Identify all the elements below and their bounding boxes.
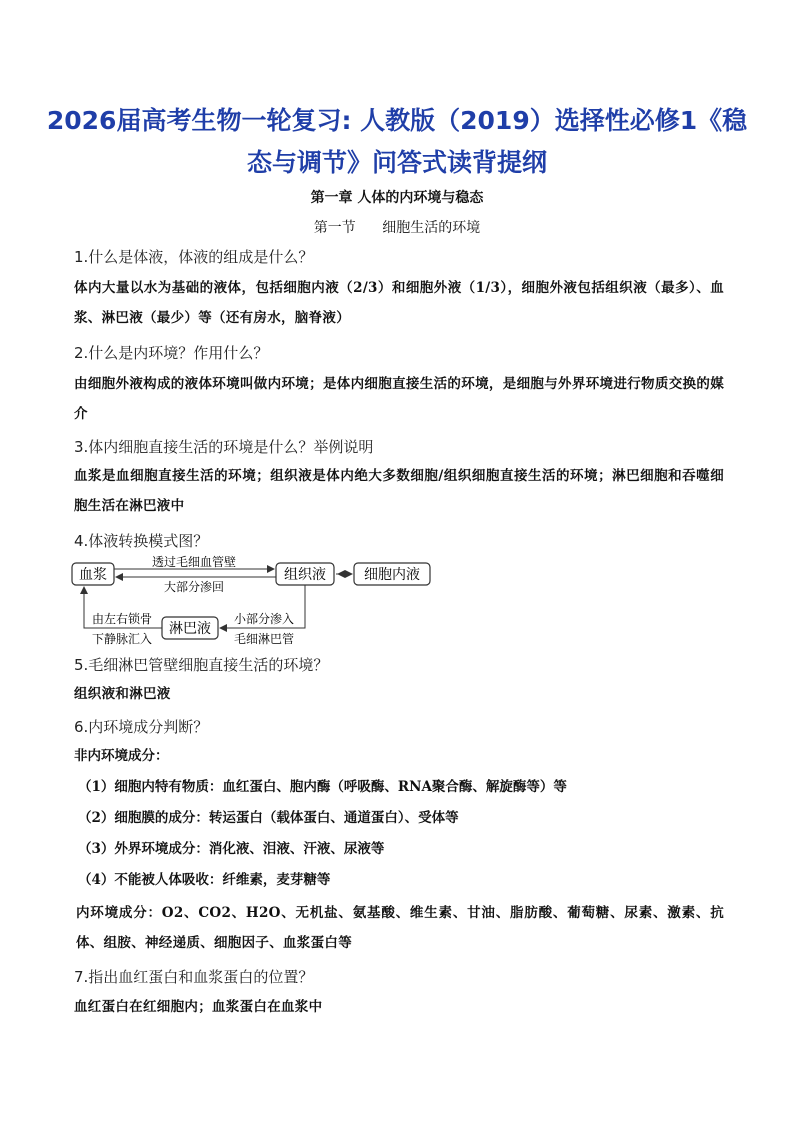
node-tissue-label: 组织液 [284, 567, 326, 583]
question-2: 2.什么是内环境？作用什么？ [74, 344, 269, 362]
label-clavicle: 由左右锁骨 [91, 612, 153, 626]
non-internal-env-label: 非内环境成分： [74, 748, 169, 764]
non-internal-item-4: （4）不能被人体吸收：纤维素，麦芽糖等 [78, 872, 331, 888]
question-3: 3.体内细胞直接生活的环境是什么？举例说明 [74, 438, 374, 456]
answer-1: 体内大量以水为基础的液体，包括细胞内液（2/3）和细胞外液（1/3），细胞外液包括组织液（最多）、血浆、淋巴液（最少）等（还有房水，脑脊液） [74, 280, 724, 326]
document-title: 2026届高考生物一轮复习: 人教版（2019）选择性必修1《稳态与调节》问答式读背提纲 [46, 106, 748, 177]
answer-5: 组织液和淋巴液 [74, 686, 171, 702]
non-internal-item-1: （1）细胞内特有物质：血红蛋白、胞内酶（呼吸酶、RNA聚合酶、解旋酶等）等 [78, 779, 567, 795]
section-heading: 第一节 细胞生活的环境 [313, 220, 481, 236]
node-lymph-label: 淋巴液 [169, 621, 211, 637]
question-6: 6.内环境成分判断？ [74, 718, 209, 736]
question-1: 1.什么是体液，体液的组成是什么？ [74, 248, 314, 266]
label-mostly-back: 大部分渗回 [163, 580, 225, 594]
node-plasma-label: 血浆 [79, 567, 107, 583]
question-5: 5.毛细淋巴管壁细胞直接生活的环境？ [74, 656, 329, 674]
label-small-part: 小部分渗入 [233, 612, 295, 626]
non-internal-item-3: （3）外界环境成分：消化液、泪液、汗液、尿液等 [78, 841, 385, 857]
answer-3: 血浆是血细胞直接生活的环境；组织液是体内绝大多数细胞/组织细胞直接生活的环境；淋巴细胞和吞噬细胞生活在淋巴液中 [74, 468, 724, 514]
question-4: 4.体液转换模式图？ [74, 532, 209, 550]
label-lymph-capillary: 毛细淋巴管 [233, 632, 295, 646]
node-intracellular-label: 细胞内液 [364, 567, 420, 583]
node-intracellular [354, 563, 430, 585]
answer-2: 由细胞外液构成的液体环境叫做内环境；是体内细胞直接生活的环境，是细胞与外界环境进行物质交换的媒介 [74, 376, 724, 422]
chapter-heading: 第一章 人体的内环境与稳态 [310, 190, 484, 206]
question-7: 7.指出血红蛋白和血浆蛋白的位置？ [74, 968, 314, 986]
label-subclavian-vein: 下静脉汇入 [91, 632, 153, 646]
non-internal-item-2: （2）细胞膜的成分：转运蛋白（载体蛋白、通道蛋白）、受体等 [78, 810, 459, 826]
answer-7: 血红蛋白在红细胞内；血浆蛋白在血浆中 [74, 999, 323, 1015]
node-tissue-fluid [276, 563, 334, 585]
node-lymph [162, 617, 218, 639]
node-plasma [72, 563, 114, 585]
label-through-capillary: 透过毛细血管壁 [151, 555, 237, 569]
body-fluid-diagram [70, 555, 440, 647]
internal-env-components: 内环境成分：O2、CO2、H2O、无机盐、氨基酸、维生素、甘油、脂肪酸、葡萄糖、尿素、激素、抗体、组胺、神经递质、细胞因子、血浆蛋白等 [76, 905, 724, 951]
